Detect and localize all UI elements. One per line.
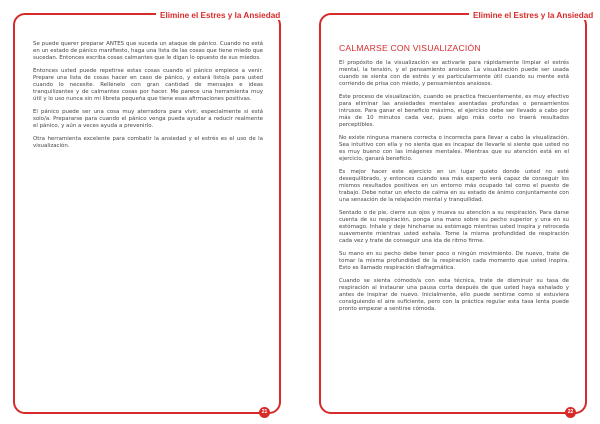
body-paragraph: Su mano en su pecho debe tener poco o ningún movimiento. De nuevo, trate de tomar la misma profundidad de la respiración cada momento que usted inspira. Esto es llamado respiración diafragmática. [339,251,569,271]
page-body [33,41,263,156]
body-paragraph: Cuando se sienta cómodo/a con esta técnica, trate de disminuir su tasa de respiración al instaurar una pausa corta después de que usted haya exhalado y antes de inspirar de nuevo. Inicialmente, ello puede sentirse como si estuviera consiguiendo el aire suficiente, pero con la práctica regular esta tasa lenta puede pronto empezar a sentirse cómoda. [339,278,569,312]
body-paragraph: Sentado o de pie, cierre sus ojos y mueva su atención a su respiración. Para darse cuenta de su respiración, ponga una mano sobre su pecho superior y una en su estómago. Inhale y deje hincharse su estómago mientras usted inspira y retroceda suavemente mientras usted exhala. Tome la misma profundidad de respiración cada vez y trate de conseguir una ida de ritmo firme. [339,210,569,244]
body-paragraph: El pánico puede ser una cosa muy aterradora para vivir, especialmente si está solo/a. Prepararse para cuando el pánico venga pueda ayudar a reducir realmente el pánico, y aún a veces ayuda a prevenirlo. [33,109,263,129]
body-paragraph: Se puede querer preparar ANTES que suceda un ataque de pánico. Cuando no está en un estado de pánico manifiesto, haga una lista de las cosas que tiene miedo que sucedan. Entonces escriba cosas calmantes que le digan lo opuesto de sus miedos. [33,41,263,61]
page-number: 22 [565,407,576,418]
left-page [13,13,281,414]
running-title: Elimine el Estres y la Ansiedad [469,11,595,20]
page-number: 21 [259,407,270,418]
running-title: Elimine el Estres y la Ansiedad [156,11,282,20]
body-paragraph: No existe ninguna manera correcta o incorrecta para llevar a cabo la visualización. Sea intuitivo con ella y no sienta que es incapaz de llevarle si siente que usted no es muy bueno con las imágenes mentales. Mientras que su atención está en el ejercicio, ganará beneficio. [339,135,569,162]
section-heading: CALMARSE CON VISUALIZACIÓN [339,43,481,53]
body-paragraph: Entonces usted puede repetirse estas cosas cuando el pánico empiece a venir. Prepare una lista de cosas hacer en caso de pánico, y estará listo/a para usted cuando lo necesite. Rellénelo con gran cantidad de mensajes e ideas tranquilizantes y de calmantes cosas por hacer. Me parece una herramienta muy útil y lo uso nunca sin mi libreta pequeña que tiene esas afirmaciones positivas. [33,68,263,102]
page-body [339,43,569,319]
body-paragraph: Este proceso de visualización, cuando se practica frecuentemente, es muy efectivo para eliminar las ansiedades mentales asentadas profundas o pensamientos intrusos. Para ganar el beneficio máximo, el ejercicio debe ser llevado a cabo por más de 10 minutos cada vez, pues algo más corto no traerá resultados perceptibles. [339,94,569,128]
body-paragraph: Otra herramienta excelente para combatir la ansiedad y el estrés es el uso de la visualización. [33,136,263,149]
right-page [319,11,594,415]
body-paragraph: Es mejor hacer este ejercicio en un lugar quieto donde usted no esté desequilibrado, y entonces cuando sea más experto será capaz de conseguir los mismos resultados positivos en un entorno más ocupado tal como el puesto de trabajo. Debe notar un efecto de calma en su estado de ánimo conjuntamente con una sensación de la relajación mental y tranquilidad. [339,169,569,203]
body-paragraph: El propósito de la visualización es activarle para rápidamente limpiar el estrés mental, la tensión, y el pensamiento ansioso. La visualización puede ser usada cuando se sienta con de estrés y es particularmente útil cuando su mente está corriendo de prisa con miedo, y pensamientos ansiosos. [339,60,569,87]
